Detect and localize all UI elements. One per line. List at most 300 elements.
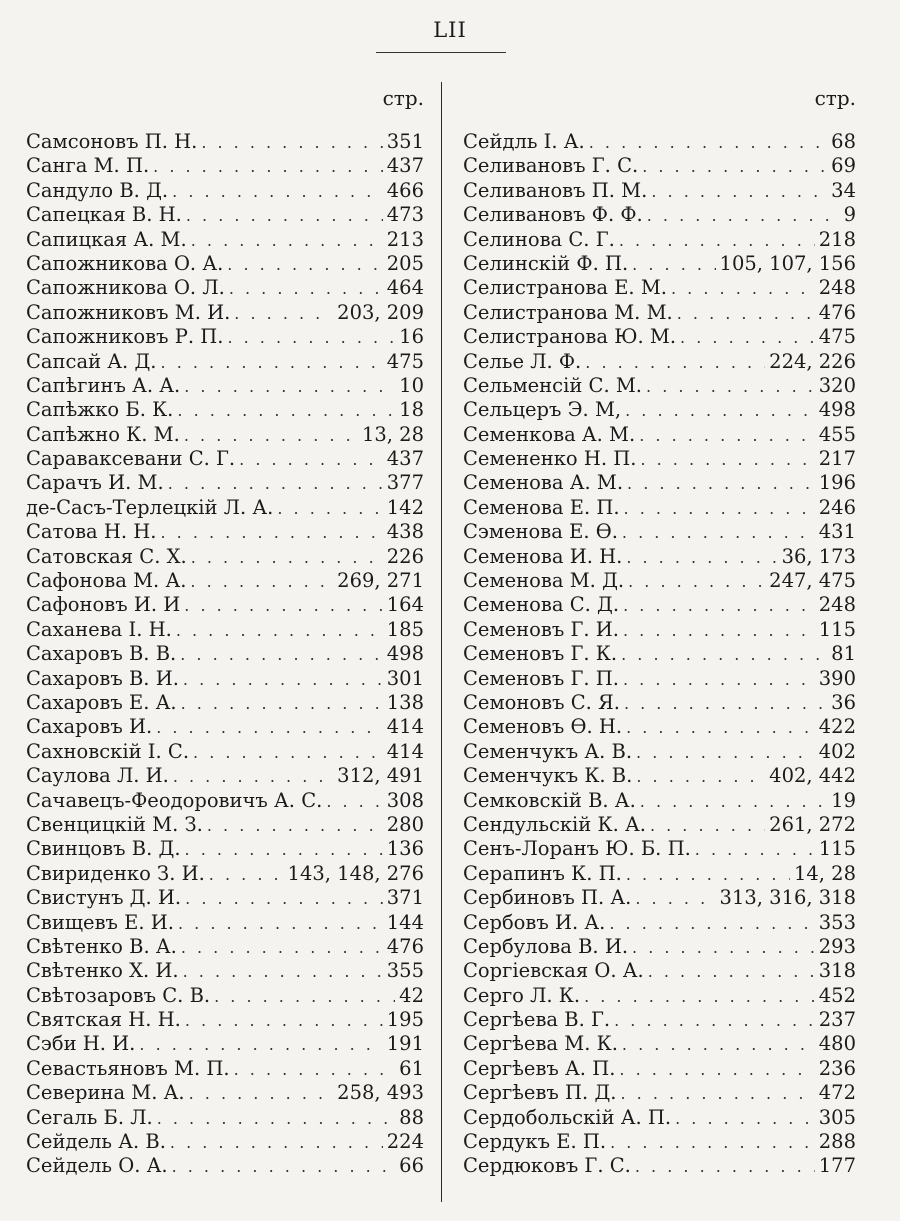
index-entry xyxy=(463,398,856,422)
index-entry xyxy=(26,1008,424,1032)
index-entry xyxy=(463,984,856,1008)
dot-leader xyxy=(181,692,383,715)
dot-leader xyxy=(636,765,765,788)
index-entry xyxy=(463,740,856,764)
index-entry xyxy=(26,764,424,788)
entry-name: Сендульскій К. А. xyxy=(463,812,646,836)
page-number: LII xyxy=(433,18,467,42)
dot-leader xyxy=(180,643,383,666)
entry-pages: 313, 316, 318 xyxy=(719,886,856,910)
index-entry xyxy=(463,374,856,398)
index-entry xyxy=(463,1057,856,1081)
index-entry xyxy=(463,959,856,983)
entry-name: Селистранова М. М. xyxy=(463,300,673,324)
dot-leader xyxy=(585,351,765,374)
entry-name: Селивановъ Ф. Ф. xyxy=(463,203,643,227)
entry-name: Сачавецъ-Феодоровичъ А. С. xyxy=(26,788,323,812)
entry-name: Свѣтозаровъ С. В. xyxy=(26,983,211,1007)
entry-pages: 355 xyxy=(386,959,424,983)
dot-leader xyxy=(621,1082,815,1105)
dot-leader xyxy=(622,521,815,544)
dot-leader xyxy=(177,399,395,422)
column-divider xyxy=(441,82,442,1202)
entry-pages: 177 xyxy=(818,1154,856,1178)
dot-leader xyxy=(176,619,383,642)
dot-leader xyxy=(626,863,790,886)
index-entry xyxy=(463,789,856,813)
entry-pages: 205 xyxy=(386,251,424,275)
entry-name: Сатова Н. Н. xyxy=(26,520,157,544)
index-entry xyxy=(463,935,856,959)
index-entry xyxy=(26,642,424,666)
index-entry xyxy=(26,398,424,422)
entry-pages: 414 xyxy=(386,715,424,739)
index-entry xyxy=(463,179,856,203)
entry-pages: 377 xyxy=(386,471,424,495)
index-entry xyxy=(26,1032,424,1056)
index-entry xyxy=(26,593,424,617)
index-entry xyxy=(463,545,856,569)
entry-pages: 185 xyxy=(386,617,424,641)
entry-name: Селистранова Е. М. xyxy=(463,276,667,300)
entry-pages: 36 xyxy=(831,690,856,714)
dot-leader xyxy=(648,960,815,983)
entry-name: Свинцовъ В. Д. xyxy=(26,837,181,861)
entry-name: Сельменсій С. М. xyxy=(463,373,643,397)
entry-name: Сейдель А. В. xyxy=(26,1130,166,1154)
entry-name: Семенова С. Д. xyxy=(463,593,620,617)
dot-leader xyxy=(172,1155,396,1178)
entry-name: Селинова С. Г. xyxy=(463,227,615,251)
index-entry xyxy=(26,715,424,739)
dot-leader xyxy=(628,570,765,593)
entry-name: Семененко Н. П. xyxy=(463,447,637,471)
dot-leader xyxy=(624,497,815,520)
entry-pages: 69 xyxy=(831,154,856,178)
entry-name: Сенъ-Лоранъ Ю. Б. П. xyxy=(463,837,691,861)
index-entry xyxy=(463,520,856,544)
entry-pages: 308 xyxy=(386,788,424,812)
entry-name: Серго Л. К. xyxy=(463,983,581,1007)
entry-name: Сейдель О. А. xyxy=(26,1154,168,1178)
index-entry xyxy=(463,593,856,617)
entry-name: Сельцеръ Э. М, xyxy=(463,398,622,422)
entry-name: Сапѣжно К. М. xyxy=(26,422,180,446)
dot-leader xyxy=(214,985,395,1008)
entry-name: Семенова А. М. xyxy=(463,471,624,495)
index-entry xyxy=(26,325,424,349)
entry-pages: 476 xyxy=(386,934,424,958)
entry-name: Семенова Е. П. xyxy=(463,495,620,519)
index-entry xyxy=(26,618,424,642)
entry-pages: 61 xyxy=(399,1056,424,1080)
dot-leader xyxy=(584,985,815,1008)
index-entry xyxy=(463,447,856,471)
dot-leader xyxy=(627,472,815,495)
dot-leader xyxy=(156,716,383,739)
dot-leader xyxy=(239,448,383,471)
entry-name: Сербиновъ П. А. xyxy=(463,886,632,910)
index-entry xyxy=(463,276,856,300)
dot-leader xyxy=(183,960,383,983)
dot-leader xyxy=(614,1009,815,1032)
entry-pages: 136 xyxy=(386,837,424,861)
entry-pages: 269, 271 xyxy=(337,569,424,593)
dot-leader xyxy=(639,424,815,447)
entry-pages: 143, 148, 276 xyxy=(287,861,424,885)
dot-leader xyxy=(677,302,815,325)
entry-name: Сердюковъ Г. С. xyxy=(463,1154,631,1178)
entry-pages: 318 xyxy=(818,959,856,983)
entry-name: Сарачъ И. М. xyxy=(26,471,164,495)
dot-leader xyxy=(609,912,814,935)
index-entry xyxy=(26,179,424,203)
dot-leader xyxy=(636,741,815,764)
entry-name: Селистранова Ю. М. xyxy=(463,325,677,349)
entry-name: Семоновъ С. Я. xyxy=(463,690,620,714)
index-entry xyxy=(26,520,424,544)
dot-leader xyxy=(153,155,383,178)
entry-pages: 248 xyxy=(818,593,856,617)
entry-pages: 431 xyxy=(818,520,856,544)
entry-name: Свѣтенко Х. И. xyxy=(26,959,179,983)
entry-pages: 353 xyxy=(818,910,856,934)
entry-pages: 237 xyxy=(818,1008,856,1032)
entry-name: Свищевъ Е. И. xyxy=(26,910,174,934)
entry-name: Сапожниковъ Р. П. xyxy=(26,325,224,349)
dot-leader xyxy=(610,1131,815,1154)
index-entry xyxy=(26,789,424,813)
entry-name: Сербовъ И. А. xyxy=(463,910,606,934)
dot-leader xyxy=(619,1058,814,1081)
index-entry xyxy=(26,959,424,983)
dot-leader xyxy=(619,229,815,252)
entry-pages: 480 xyxy=(818,1032,856,1056)
index-entry xyxy=(463,301,856,325)
dot-leader xyxy=(185,838,383,861)
entry-name: Сахаровъ И. xyxy=(26,715,153,739)
entry-name: Селье Л. Ф. xyxy=(463,349,582,373)
entry-name: Серапинъ К. П. xyxy=(463,861,622,885)
dot-leader xyxy=(640,448,814,471)
index-entry xyxy=(26,1081,424,1105)
index-entry xyxy=(463,325,856,349)
entry-name: Севастьяновъ М. П. xyxy=(26,1056,230,1080)
index-entry xyxy=(463,130,856,154)
entry-pages: 196 xyxy=(818,471,856,495)
entry-pages: 438 xyxy=(386,520,424,544)
index-entry xyxy=(26,252,424,276)
index-entry xyxy=(463,837,856,861)
dot-leader xyxy=(326,790,382,813)
entry-pages: 473 xyxy=(386,203,424,227)
entry-name: Семенчукъ К. В. xyxy=(463,764,633,788)
entry-name: Сергѣева М. К. xyxy=(463,1032,618,1056)
entry-name: де-Сасъ-Терлецкій Л. А. xyxy=(26,495,274,519)
dot-leader xyxy=(191,546,383,569)
entry-name: Сапсай А. Д. xyxy=(26,349,157,373)
dot-leader xyxy=(632,936,815,959)
entry-name: Сахаровъ В. И. xyxy=(26,666,179,690)
entry-name: Саханева І. Н. xyxy=(26,617,172,641)
entry-pages: 312, 491 xyxy=(337,764,424,788)
index-entry xyxy=(26,1130,424,1154)
index-entry xyxy=(26,691,424,715)
index-entry xyxy=(463,252,856,276)
dot-leader xyxy=(157,1107,395,1130)
entry-name: Сербулова В. И. xyxy=(463,934,629,958)
dot-leader xyxy=(184,594,382,617)
dot-leader xyxy=(624,692,827,715)
entry-pages: 16 xyxy=(399,325,424,349)
entry-name: Семеновъ Г. К. xyxy=(463,642,618,666)
entry-pages: 498 xyxy=(818,398,856,422)
entry-pages: 455 xyxy=(818,422,856,446)
dot-leader xyxy=(161,351,383,374)
index-entry xyxy=(26,301,424,325)
entry-pages: 34 xyxy=(831,178,856,202)
dot-leader xyxy=(229,277,383,300)
dot-leader xyxy=(186,204,383,227)
entry-pages: 422 xyxy=(818,715,856,739)
index-entry xyxy=(26,496,424,520)
entry-name: Сапожниковъ М. И. xyxy=(26,300,231,324)
dot-leader xyxy=(234,1058,396,1081)
dot-leader xyxy=(623,619,815,642)
entry-pages: 164 xyxy=(386,593,424,617)
index-entry xyxy=(463,1106,856,1130)
index-entry xyxy=(463,496,856,520)
entry-pages: 81 xyxy=(831,642,856,666)
entry-pages: 475 xyxy=(386,349,424,373)
dot-leader xyxy=(671,277,815,300)
dot-leader xyxy=(189,1082,334,1105)
index-entry xyxy=(26,1154,424,1178)
entry-pages: 402, 442 xyxy=(769,764,856,788)
entry-name: Сафоновъ И. И xyxy=(26,593,181,617)
index-entry xyxy=(26,423,424,447)
entry-name: Сапѣгинъ А. А. xyxy=(26,373,181,397)
index-entry xyxy=(463,1032,856,1056)
entry-name: Семенова И. Н. xyxy=(463,544,623,568)
dot-leader xyxy=(183,668,383,691)
entry-pages: 217 xyxy=(818,447,856,471)
dot-leader xyxy=(623,594,815,617)
right-entry-list xyxy=(463,130,856,1179)
entry-name: Сапицкая А. М. xyxy=(26,227,187,251)
index-entry xyxy=(463,471,856,495)
right-column xyxy=(463,86,856,1179)
entry-pages: 301 xyxy=(386,666,424,690)
entry-name: Сапецкая В. Н. xyxy=(26,203,182,227)
dot-leader xyxy=(626,716,815,739)
index-entry xyxy=(26,740,424,764)
entry-pages: 288 xyxy=(818,1130,856,1154)
entry-pages: 261, 272 xyxy=(769,812,856,836)
index-entry xyxy=(26,911,424,935)
entry-name: Сараваксевани С. Г. xyxy=(26,447,236,471)
index-entry xyxy=(463,154,856,178)
entry-pages: 203, 209 xyxy=(337,300,424,324)
entry-pages: 464 xyxy=(386,276,424,300)
entry-pages: 218 xyxy=(818,227,856,251)
index-entry xyxy=(26,984,424,1008)
dot-leader xyxy=(635,1155,815,1178)
index-entry xyxy=(463,228,856,252)
index-entry xyxy=(463,1008,856,1032)
entry-name: Свистунъ Д. И. xyxy=(26,886,182,910)
entry-pages: 224, 226 xyxy=(769,349,856,373)
dot-leader xyxy=(227,253,382,276)
entry-pages: 42 xyxy=(399,983,424,1007)
entry-pages: 88 xyxy=(399,1105,424,1129)
dot-leader xyxy=(621,643,827,666)
entry-name: Сафонова М. А. xyxy=(26,569,187,593)
entry-pages: 305 xyxy=(818,1105,856,1129)
index-entry xyxy=(26,545,424,569)
index-entry xyxy=(26,862,424,886)
entry-pages: 236 xyxy=(818,1056,856,1080)
index-entry xyxy=(26,837,424,861)
dot-leader xyxy=(173,765,333,788)
index-entry xyxy=(26,1106,424,1130)
index-entry xyxy=(26,374,424,398)
entry-name: Семенова М. Д. xyxy=(463,569,625,593)
entry-pages: 105, 107, 156 xyxy=(719,251,856,275)
entry-pages: 224 xyxy=(386,1130,424,1154)
entry-pages: 66 xyxy=(399,1154,424,1178)
index-entry xyxy=(26,935,424,959)
index-entry xyxy=(26,350,424,374)
index-entry xyxy=(463,642,856,666)
dot-leader xyxy=(190,570,333,593)
entry-name: Сапѣжко Б. К. xyxy=(26,398,174,422)
entry-pages: 437 xyxy=(386,447,424,471)
index-entry xyxy=(463,569,856,593)
index-entry xyxy=(26,813,424,837)
dot-leader xyxy=(632,253,715,276)
left-entry-list xyxy=(26,130,424,1179)
index-entry xyxy=(463,715,856,739)
entry-name: Семенчукъ А. В. xyxy=(463,739,633,763)
entry-pages: 293 xyxy=(818,934,856,958)
entry-pages: 191 xyxy=(386,1032,424,1056)
entry-pages: 195 xyxy=(386,1008,424,1032)
entry-name: Сатовская С. Х. xyxy=(26,544,187,568)
entry-pages: 138 xyxy=(386,690,424,714)
entry-name: Сергѣевъ А. П. xyxy=(463,1056,616,1080)
entry-name: Сергѣева В. Г. xyxy=(463,1008,611,1032)
entry-pages: 9 xyxy=(843,203,856,227)
dot-leader xyxy=(646,375,815,398)
dot-leader xyxy=(626,546,777,569)
index-entry xyxy=(26,276,424,300)
index-entry xyxy=(463,764,856,788)
entry-pages: 68 xyxy=(831,130,856,153)
entry-name: Сэби Н. И. xyxy=(26,1032,136,1056)
entry-pages: 115 xyxy=(818,617,856,641)
entry-name: Семеновъ Г. И. xyxy=(463,617,619,641)
index-entry xyxy=(26,203,424,227)
dot-leader xyxy=(622,1033,815,1056)
entry-pages: 475 xyxy=(818,325,856,349)
entry-pages: 402 xyxy=(818,739,856,763)
entry-name: Санга М. П. xyxy=(26,154,150,178)
index-entry xyxy=(26,886,424,910)
right-column-heading: стр. xyxy=(814,86,856,110)
dot-leader xyxy=(178,912,383,935)
left-column xyxy=(26,86,424,1179)
entry-pages: 18 xyxy=(399,398,424,422)
dot-leader xyxy=(184,424,358,447)
index-entry xyxy=(463,1154,856,1178)
entry-pages: 390 xyxy=(818,666,856,690)
dot-leader xyxy=(160,521,382,544)
dot-leader xyxy=(201,131,382,154)
entry-name: Сэменова Е. Ѳ. xyxy=(463,520,618,544)
header-rule xyxy=(376,52,506,53)
index-entry xyxy=(26,1057,424,1081)
dot-leader xyxy=(181,936,383,959)
entry-pages: 466 xyxy=(386,178,424,202)
dot-leader xyxy=(139,1033,382,1056)
dot-leader xyxy=(647,204,840,227)
index-entry xyxy=(26,154,424,178)
entry-name: Сандуло В. Д. xyxy=(26,178,169,202)
dot-leader xyxy=(227,326,395,349)
entry-pages: 142 xyxy=(386,495,424,519)
dot-leader xyxy=(651,180,827,203)
entry-pages: 226 xyxy=(386,544,424,568)
dot-leader xyxy=(680,326,815,349)
entry-pages: 414 xyxy=(386,739,424,763)
entry-name: Селинскій Ф. П. xyxy=(463,251,629,275)
entry-name: Семеновъ Ѳ. Н. xyxy=(463,715,623,739)
index-entry xyxy=(463,667,856,691)
entry-pages: 213 xyxy=(386,227,424,251)
index-entry xyxy=(463,691,856,715)
dot-leader xyxy=(185,887,383,910)
entry-pages: 258, 493 xyxy=(337,1081,424,1105)
entry-name: Святская Н. Н. xyxy=(26,1008,181,1032)
entry-pages: 371 xyxy=(386,886,424,910)
index-entry xyxy=(463,618,856,642)
entry-name: Сапожникова О. А. xyxy=(26,251,224,275)
entry-name: Сейдль І. А. xyxy=(463,130,585,153)
index-entry xyxy=(463,1081,856,1105)
entry-name: Семковскій В. А. xyxy=(463,788,636,812)
entry-name: Свѣтенко В. А. xyxy=(26,934,177,958)
index-entry xyxy=(463,350,856,374)
entry-pages: 472 xyxy=(818,1081,856,1105)
entry-pages: 246 xyxy=(818,495,856,519)
entry-name: Сапожникова О. Л. xyxy=(26,276,225,300)
index-entry xyxy=(26,447,424,471)
index-entry xyxy=(463,862,856,886)
entry-name: Семенкова А. М. xyxy=(463,422,636,446)
dot-leader xyxy=(623,668,815,691)
entry-name: Семеновъ Г. П. xyxy=(463,666,619,690)
index-entry xyxy=(26,569,424,593)
left-column-heading: стр. xyxy=(382,86,424,110)
entry-name: Свириденко З. И. xyxy=(26,861,205,885)
entry-pages: 476 xyxy=(818,300,856,324)
index-entry xyxy=(26,130,424,154)
entry-pages: 280 xyxy=(386,812,424,836)
index-entry xyxy=(463,203,856,227)
dot-leader xyxy=(635,887,715,910)
entry-name: Сердукъ Е. П. xyxy=(463,1130,607,1154)
